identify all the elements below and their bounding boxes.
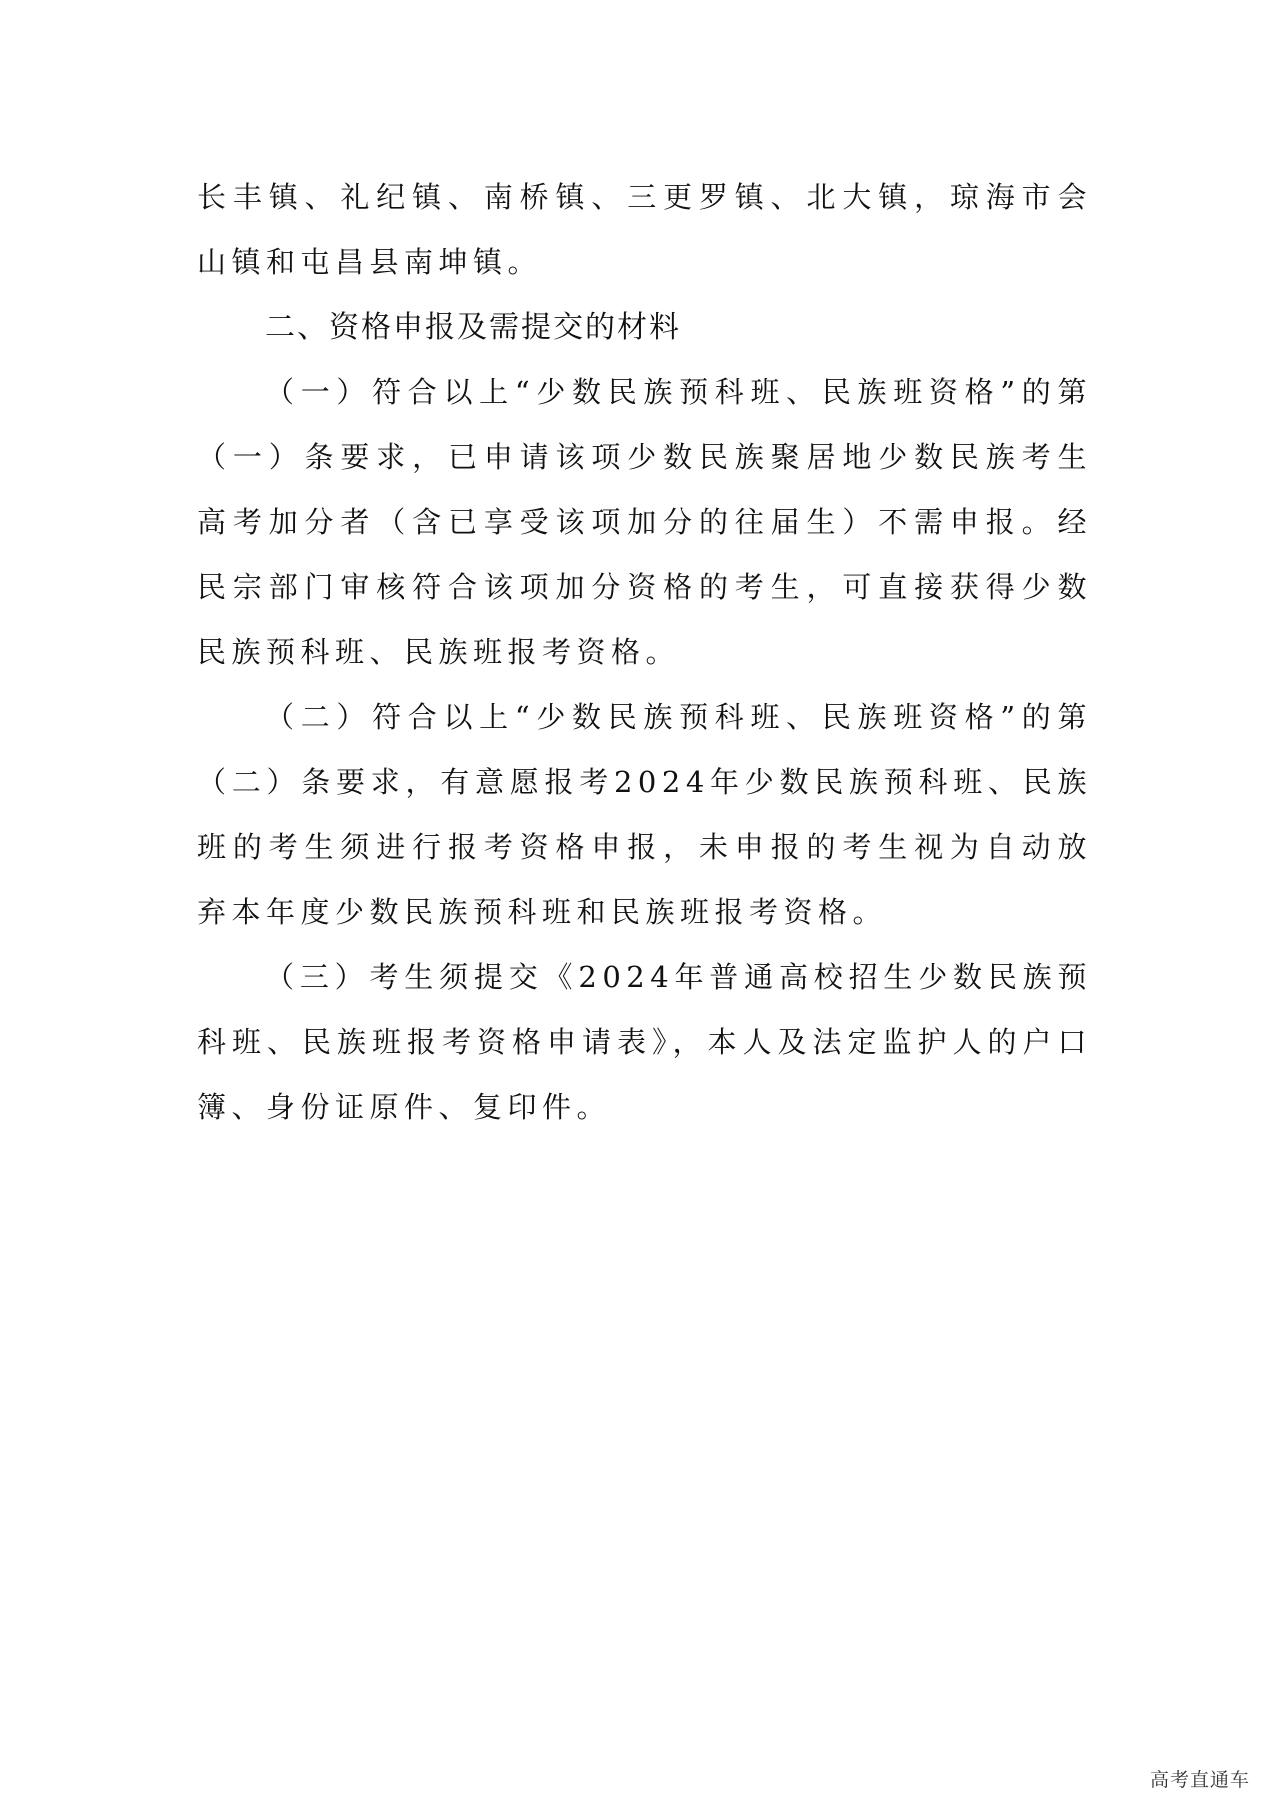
paragraph-item-3: （三）考生须提交《2024年普通高校招生少数民族预科班、民族班报考资格申请表》，本人及法定监护人的户口簿、身份证原件、复印件。 — [197, 960, 1092, 1124]
continuation-paragraph: 长丰镇、礼纪镇、南桥镇、三更罗镇、北大镇，琼海市会山镇和屯昌县南坤镇。 — [197, 180, 1092, 279]
watermark-text: 高考直通车 — [1149, 1769, 1250, 1791]
paragraph-item-1: （一）符合以上“少数民族预科班、民族班资格”的第（一）条要求，已申请该项少数民族聚居地少数民族考生高考加分者（含已享受该项加分的往届生）不需申报。经民宗部门审核符合该项加分资格的考生，可直接获得少数民族预科班、民族班报考资格。 — [197, 375, 1092, 669]
paragraph-item-2: （二）符合以上“少数民族预科班、民族班资格”的第（二）条要求，有意愿报考2024年少数民族预科班、民族班的考生须进行报考资格申报，未申报的考生视为自动放弃本年度少数民族预科班和民族班报考资格。 — [197, 700, 1092, 929]
document-page — [197, 165, 1092, 1140]
section-heading: 二、资格申报及需提交的材料 — [265, 310, 681, 345]
